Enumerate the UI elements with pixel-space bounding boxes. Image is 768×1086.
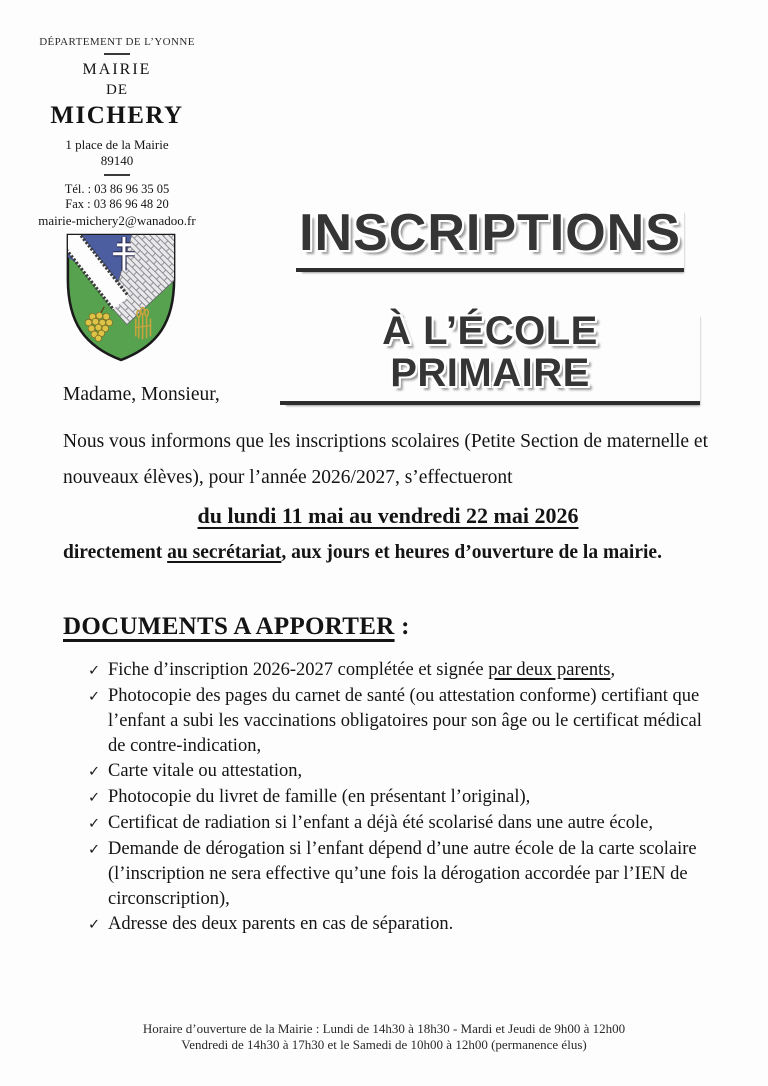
hours-line2: Vendredi de 14h30 à 17h30 et le Samedi de 10h00 à 12h00 (permanence élus) — [181, 1037, 587, 1052]
phone-line: Tél. : 03 86 96 35 05 — [64, 182, 170, 196]
location-line: directement au secrétariat, aux jours et heures d’ouverture de la mairie. — [63, 542, 662, 563]
phone-fax — [33, 182, 201, 212]
list-item — [88, 912, 713, 938]
title-block — [280, 206, 700, 405]
list-item — [88, 811, 713, 837]
checkmark-icon: ✓ — [88, 917, 101, 933]
list-item — [88, 658, 713, 684]
org-name-line2: DE — [106, 82, 128, 98]
divider — [104, 174, 130, 176]
department-line: DÉPARTEMENT DE L’YONNE — [39, 36, 195, 48]
list-item-text: Photocopie des pages du carnet de santé (ou attestation conforme) certifiant que l’enfant a subi les vaccinations obligatoires pour son âge ou le certificat médical de contre-indication, — [108, 686, 702, 756]
checkmark-icon: ✓ — [88, 689, 101, 705]
list-item-text: Fiche d’inscription 2026-2027 complétée et signée par deux parents, — [108, 660, 616, 680]
checkmark-icon: ✓ — [88, 842, 101, 858]
address-line2: 89140 — [100, 153, 134, 168]
title-line1: INSCRIPTIONS — [296, 206, 684, 272]
coat-of-arms-icon — [62, 228, 180, 366]
salutation: Madame, Monsieur, — [63, 384, 220, 405]
divider — [104, 53, 130, 55]
enrollment-dates: du lundi 11 mai au vendredi 22 mai 2026 — [197, 503, 579, 528]
address — [33, 137, 201, 169]
opening-hours-footer — [0, 1021, 768, 1053]
org-name-line1: MAIRIE — [82, 61, 152, 78]
list-item — [88, 785, 713, 811]
email-address: mairie-michery2@wanadoo.fr — [38, 213, 196, 228]
checkmark-icon: ✓ — [88, 816, 101, 832]
list-item-text: Demande de dérogation si l’enfant dépend d’une autre école de la carte scolaire (l’inscription ne sera effective qu’une fois la dérogation accordée par l’IEN de circonscription), — [108, 839, 697, 909]
documents-heading: DOCUMENTS A APPORTER : — [63, 613, 410, 640]
org-name-line3: MICHERY — [50, 102, 184, 129]
secretariat-underlined: au secrétariat — [167, 542, 282, 563]
list-item-text: Carte vitale ou attestation, — [108, 761, 303, 781]
list-item-text: Certificat de radiation si l’enfant a déjà été scolarisé dans une autre école, — [108, 813, 653, 833]
list-item-text: Photocopie du livret de famille (en présentant l’original), — [108, 787, 531, 807]
documents-list — [63, 658, 713, 938]
list-item — [88, 837, 713, 912]
page-title — [280, 206, 700, 272]
intro-paragraph: Nous vous informons que les inscriptions scolaires (Petite Section de maternelle et nouveaux élèves), pour l’année 2026/2027, s’effectueront — [63, 431, 708, 488]
fax-line: Fax : 03 86 96 48 20 — [65, 197, 169, 211]
coat-of-arms — [62, 228, 180, 371]
letterhead — [33, 36, 201, 229]
list-item-text: Adresse des deux parents en cas de séparation. — [108, 914, 454, 934]
list-item — [88, 759, 713, 785]
title-line2: À L’ÉCOLE PRIMAIRE — [280, 310, 700, 405]
list-item — [88, 684, 713, 759]
checkmark-icon: ✓ — [88, 790, 101, 806]
hours-line1: Horaire d’ouverture de la Mairie : Lundi de 14h30 à 18h30 - Mardi et Jeudi de 9h00 à 12h00 — [142, 1021, 626, 1036]
body-block — [63, 384, 713, 938]
checkmark-icon: ✓ — [88, 663, 101, 679]
checkmark-icon: ✓ — [88, 764, 101, 780]
address-line1: 1 place de la Mairie — [65, 137, 169, 152]
